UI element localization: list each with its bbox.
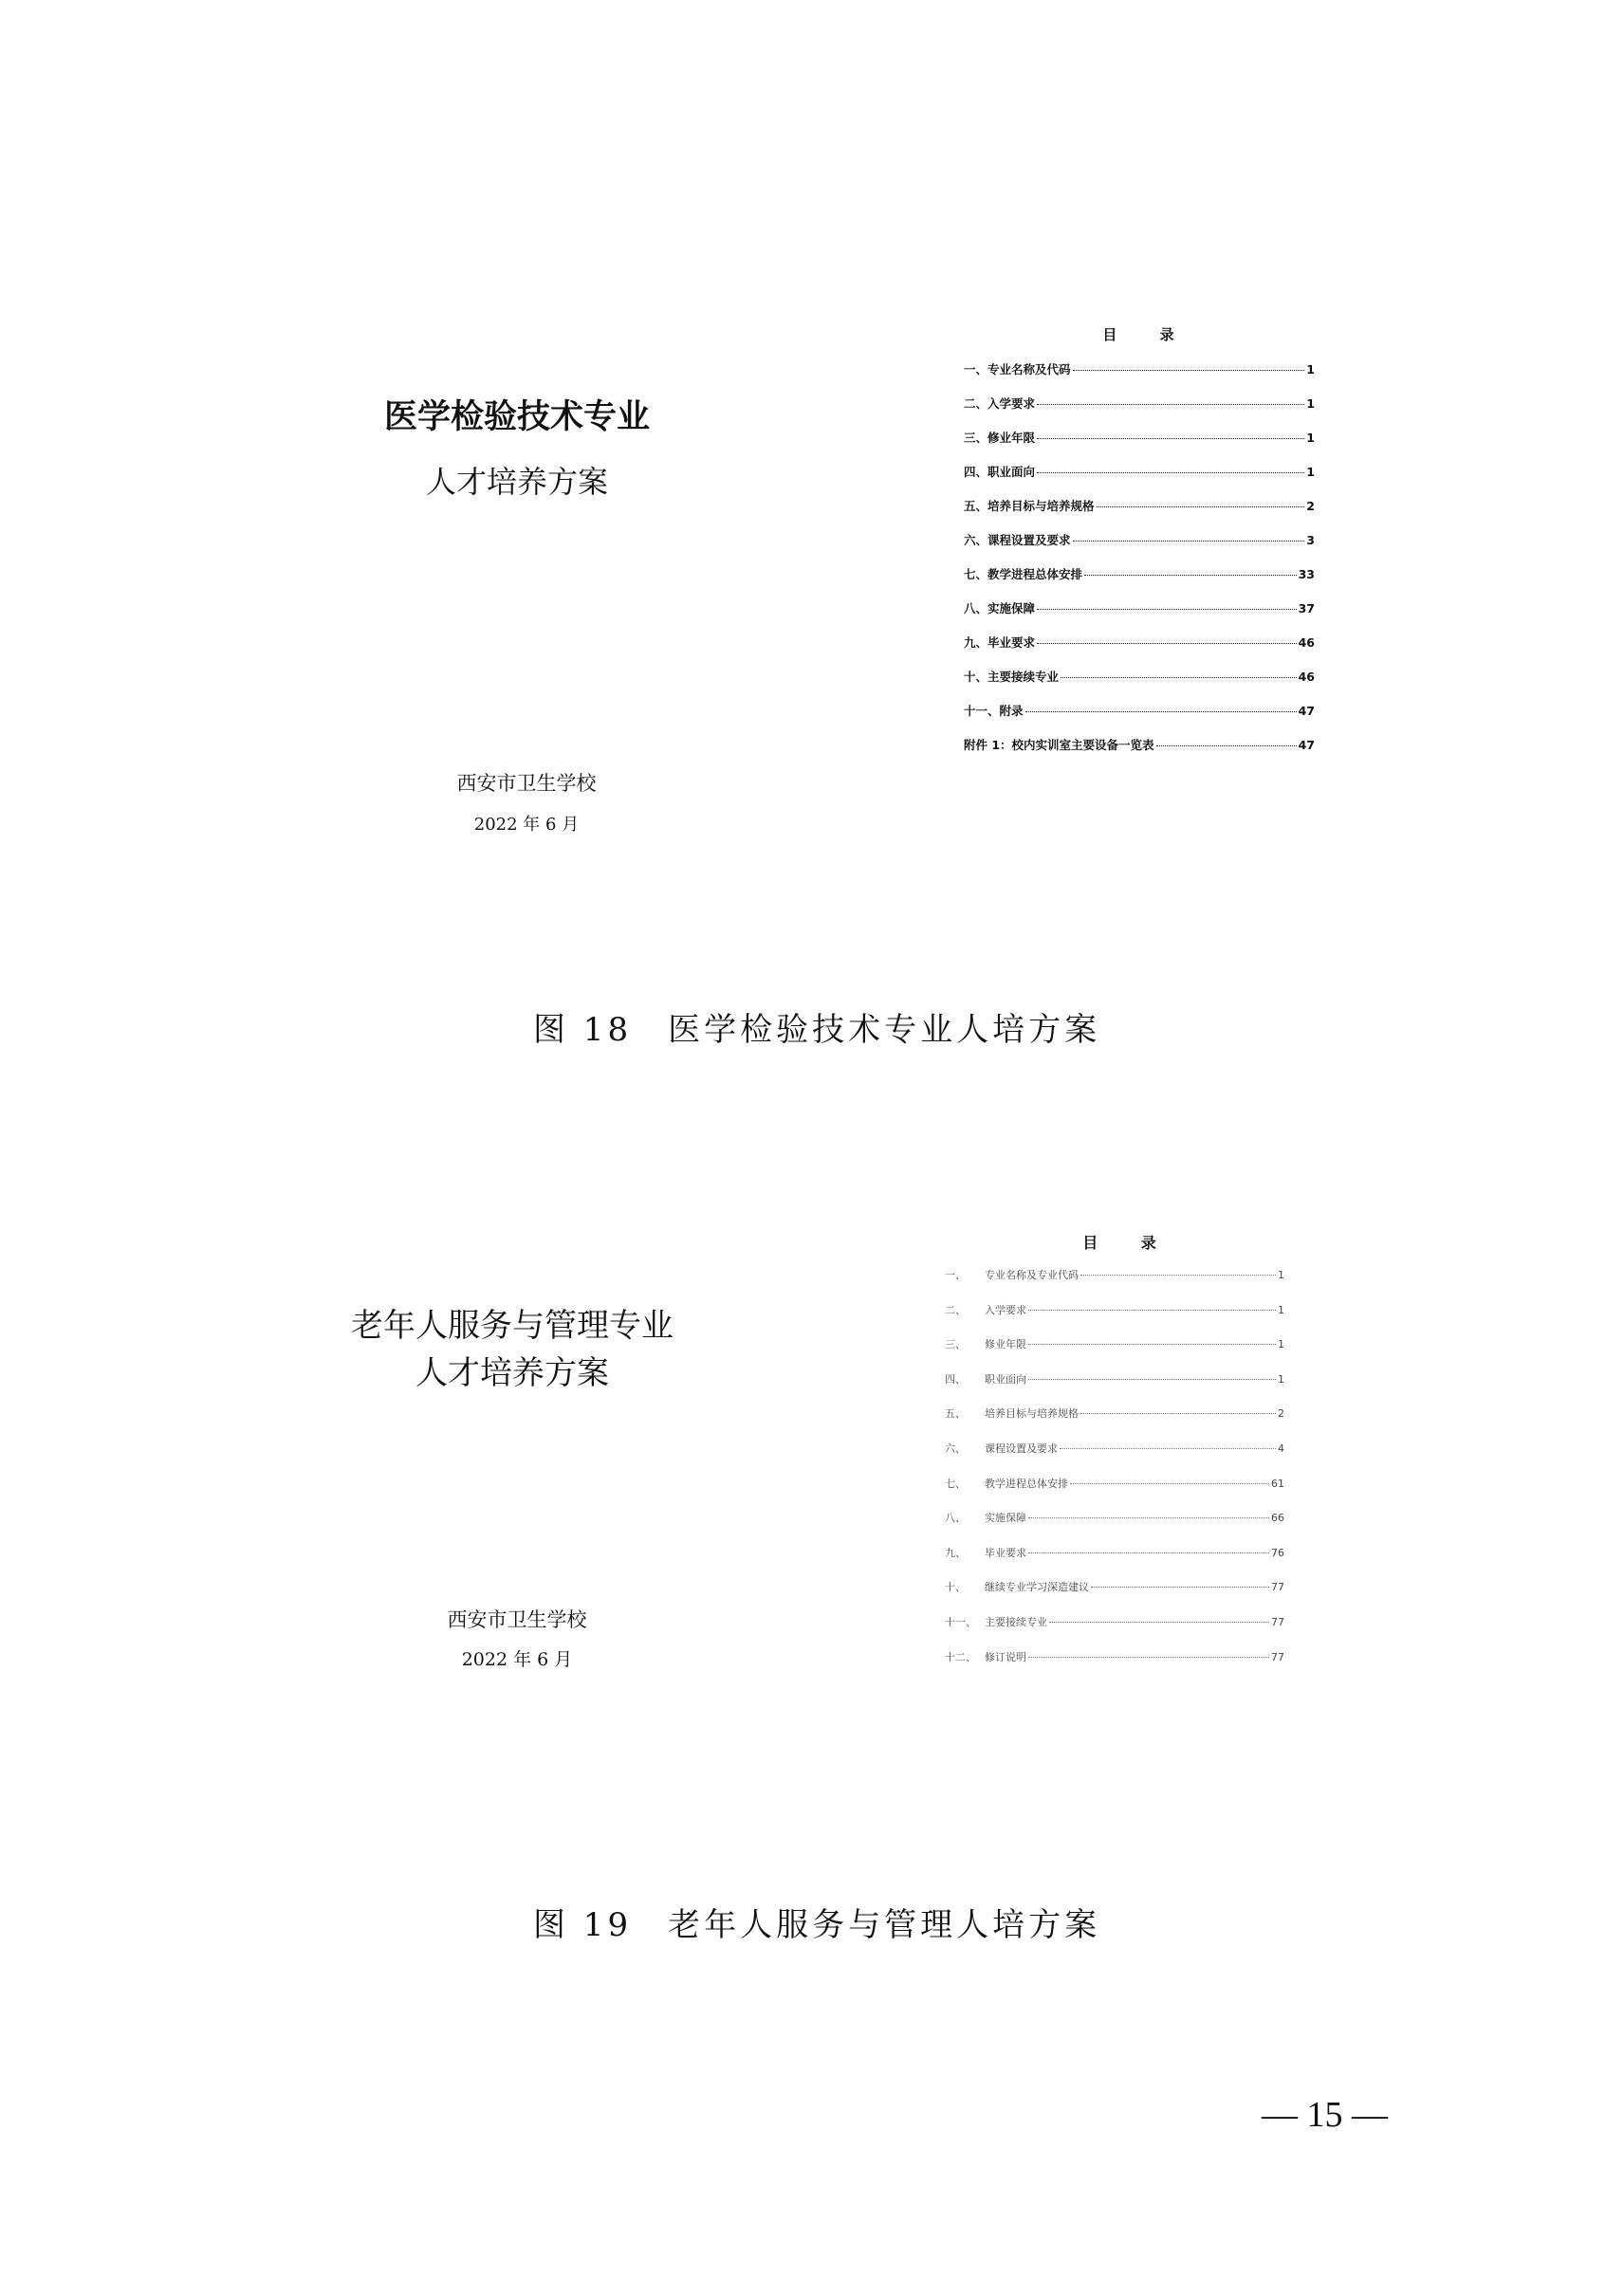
toc-entry-page: 4 [1278, 1442, 1284, 1455]
toc-entry-label: 实施保障 [985, 1512, 1026, 1525]
toc-entry-label: 十、主要接续专业 [964, 670, 1060, 684]
page-number: — 15 — [1262, 2095, 1388, 2135]
toc-entry-label: 专业名称及专业代码 [985, 1269, 1079, 1281]
toc-entry-label: 课程设置及要求 [985, 1442, 1058, 1455]
toc-leader-dots [1073, 541, 1305, 542]
toc-entry-page: 47 [1298, 738, 1315, 752]
table-of-contents [945, 1267, 1284, 1683]
toc-heading: 目 录 [1082, 1234, 1175, 1252]
cover-date: 2022 年 6 月 [473, 815, 580, 835]
toc-entry-page: 76 [1271, 1546, 1284, 1559]
figure-caption: 图 19 老年人服务与管理人培方案 [533, 1906, 1101, 1944]
toc-entry [964, 565, 1315, 599]
toc-entry-page: 1 [1278, 1303, 1284, 1316]
toc-entry [945, 1476, 1284, 1511]
toc-entry-label: 八、实施保障 [964, 601, 1036, 615]
toc-entry-page: 2 [1306, 499, 1315, 513]
toc-entry-label: 附件 1：校内实训室主要设备一览表 [964, 738, 1154, 752]
toc-entry-number: 三、 [945, 1338, 966, 1351]
toc-entry-label: 培养目标与培养规格 [985, 1407, 1079, 1421]
toc-leader-dots [1080, 1413, 1276, 1414]
toc-entry [964, 395, 1315, 429]
figure-caption: 图 18 医学检验技术专业人培方案 [533, 1011, 1101, 1049]
toc-entry-page: 77 [1271, 1615, 1284, 1628]
toc-entry-number: 二、 [945, 1303, 966, 1316]
toc-leader-dots [1156, 745, 1297, 746]
toc-entry-page: 77 [1271, 1581, 1284, 1594]
toc-entry [945, 1510, 1284, 1545]
toc-entry-label: 一、专业名称及代码 [964, 362, 1071, 377]
toc-entry [945, 1267, 1284, 1302]
toc-entry [945, 1371, 1284, 1406]
cover-title-line-2: 人才培养方案 [415, 1354, 609, 1392]
toc-leader-dots [1028, 1344, 1276, 1345]
toc-entry-label: 毕业要求 [985, 1546, 1026, 1559]
toc-leader-dots [1028, 1552, 1269, 1553]
toc-entry-label: 十一、附录 [964, 704, 1024, 718]
toc-leader-dots [1061, 677, 1297, 678]
toc-heading: 目 录 [1102, 326, 1193, 343]
toc-entry-page: 47 [1298, 704, 1315, 718]
toc-entry-page: 46 [1298, 670, 1315, 684]
toc-entry-number: 五、 [945, 1407, 966, 1421]
toc-entry-label: 职业面向 [985, 1372, 1026, 1386]
toc-entry-number: 一、 [945, 1269, 966, 1281]
table-of-contents [964, 360, 1315, 770]
toc-leader-dots [1037, 643, 1297, 644]
cover-title: 老年人服务与管理专业 [351, 1307, 674, 1345]
toc-entry-number: 四、 [945, 1372, 966, 1386]
toc-leader-dots [1091, 1587, 1269, 1588]
toc-entry [964, 736, 1315, 770]
toc-entry-label: 七、教学进程总体安排 [964, 567, 1083, 581]
toc-entry [964, 702, 1315, 736]
toc-leader-dots [1097, 506, 1305, 507]
toc-entry-label: 六、课程设置及要求 [964, 533, 1071, 547]
toc-entry-page: 33 [1298, 567, 1315, 581]
toc-entry-page: 1 [1306, 396, 1315, 411]
toc-entry-number: 九、 [945, 1546, 966, 1559]
toc-leader-dots [1028, 1657, 1269, 1658]
toc-entry-label: 二、入学要求 [964, 396, 1036, 411]
cover-title: 医学检验技术专业 [383, 398, 650, 436]
toc-entry-label: 教学进程总体安排 [985, 1477, 1068, 1490]
toc-entry-number: 八、 [945, 1512, 966, 1525]
toc-leader-dots [1037, 438, 1304, 439]
toc-entry [964, 668, 1315, 702]
toc-leader-dots [1037, 472, 1304, 473]
toc-leader-dots [1060, 1448, 1276, 1449]
toc-entry-page: 1 [1306, 465, 1315, 479]
toc-entry [945, 1405, 1284, 1441]
toc-entry-page: 46 [1298, 635, 1315, 650]
toc-entry-page: 66 [1271, 1512, 1284, 1525]
toc-entry-label: 四、职业面向 [964, 465, 1036, 479]
toc-leader-dots [1028, 1517, 1269, 1518]
cover-school: 西安市卫生学校 [456, 772, 597, 795]
toc-entry-page: 2 [1278, 1407, 1284, 1421]
toc-entry-label: 修业年限 [985, 1338, 1026, 1351]
toc-leader-dots [1028, 1310, 1276, 1311]
toc-entry [945, 1649, 1284, 1684]
toc-entry [945, 1614, 1284, 1649]
toc-entry-page: 77 [1271, 1650, 1284, 1663]
toc-entry-page: 61 [1271, 1477, 1284, 1490]
toc-entry [945, 1441, 1284, 1476]
toc-entry [945, 1336, 1284, 1371]
cover-subtitle: 人才培养方案 [425, 464, 608, 500]
toc-entry [964, 463, 1315, 497]
toc-entry [964, 634, 1315, 668]
toc-entry-label: 五、培养目标与培养规格 [964, 499, 1095, 513]
toc-leader-dots [1084, 575, 1297, 576]
toc-leader-dots [1049, 1622, 1269, 1623]
toc-entry [945, 1545, 1284, 1580]
toc-entry [964, 429, 1315, 463]
toc-leader-dots [1037, 404, 1304, 405]
toc-leader-dots [1073, 370, 1305, 371]
toc-entry [945, 1579, 1284, 1614]
toc-entry-page: 1 [1278, 1372, 1284, 1386]
toc-entry-label: 九、毕业要求 [964, 635, 1036, 650]
cover-date: 2022 年 6 月 [461, 1649, 573, 1670]
toc-entry-number: 十、 [945, 1581, 966, 1594]
toc-entry-label: 三、修业年限 [964, 431, 1036, 445]
toc-entry-number: 六、 [945, 1442, 966, 1455]
toc-entry [964, 599, 1315, 634]
toc-entry-page: 1 [1278, 1269, 1284, 1281]
toc-entry-page: 1 [1306, 362, 1315, 377]
toc-entry-page: 1 [1278, 1338, 1284, 1351]
toc-entry [964, 531, 1315, 565]
toc-entry [964, 360, 1315, 395]
toc-entry-page: 1 [1306, 431, 1315, 445]
toc-leader-dots [1025, 711, 1297, 712]
toc-leader-dots [1028, 1379, 1276, 1380]
toc-entry-number: 十二、 [945, 1650, 976, 1663]
toc-entry [964, 497, 1315, 531]
toc-leader-dots [1037, 609, 1297, 610]
toc-entry-number: 十一、 [945, 1615, 976, 1628]
toc-entry-label: 入学要求 [985, 1303, 1026, 1316]
toc-entry-number: 七、 [945, 1477, 966, 1490]
cover-school: 西安市卫生学校 [447, 1608, 587, 1631]
toc-entry-label: 修订说明 [985, 1650, 1026, 1663]
toc-entry [945, 1302, 1284, 1337]
toc-leader-dots [1070, 1483, 1269, 1484]
toc-entry-label: 主要接续专业 [985, 1615, 1047, 1628]
toc-entry-page: 37 [1298, 601, 1315, 615]
toc-leader-dots [1080, 1275, 1276, 1276]
toc-entry-label: 继续专业学习深造建议 [985, 1581, 1089, 1594]
toc-entry-page: 3 [1306, 533, 1315, 547]
